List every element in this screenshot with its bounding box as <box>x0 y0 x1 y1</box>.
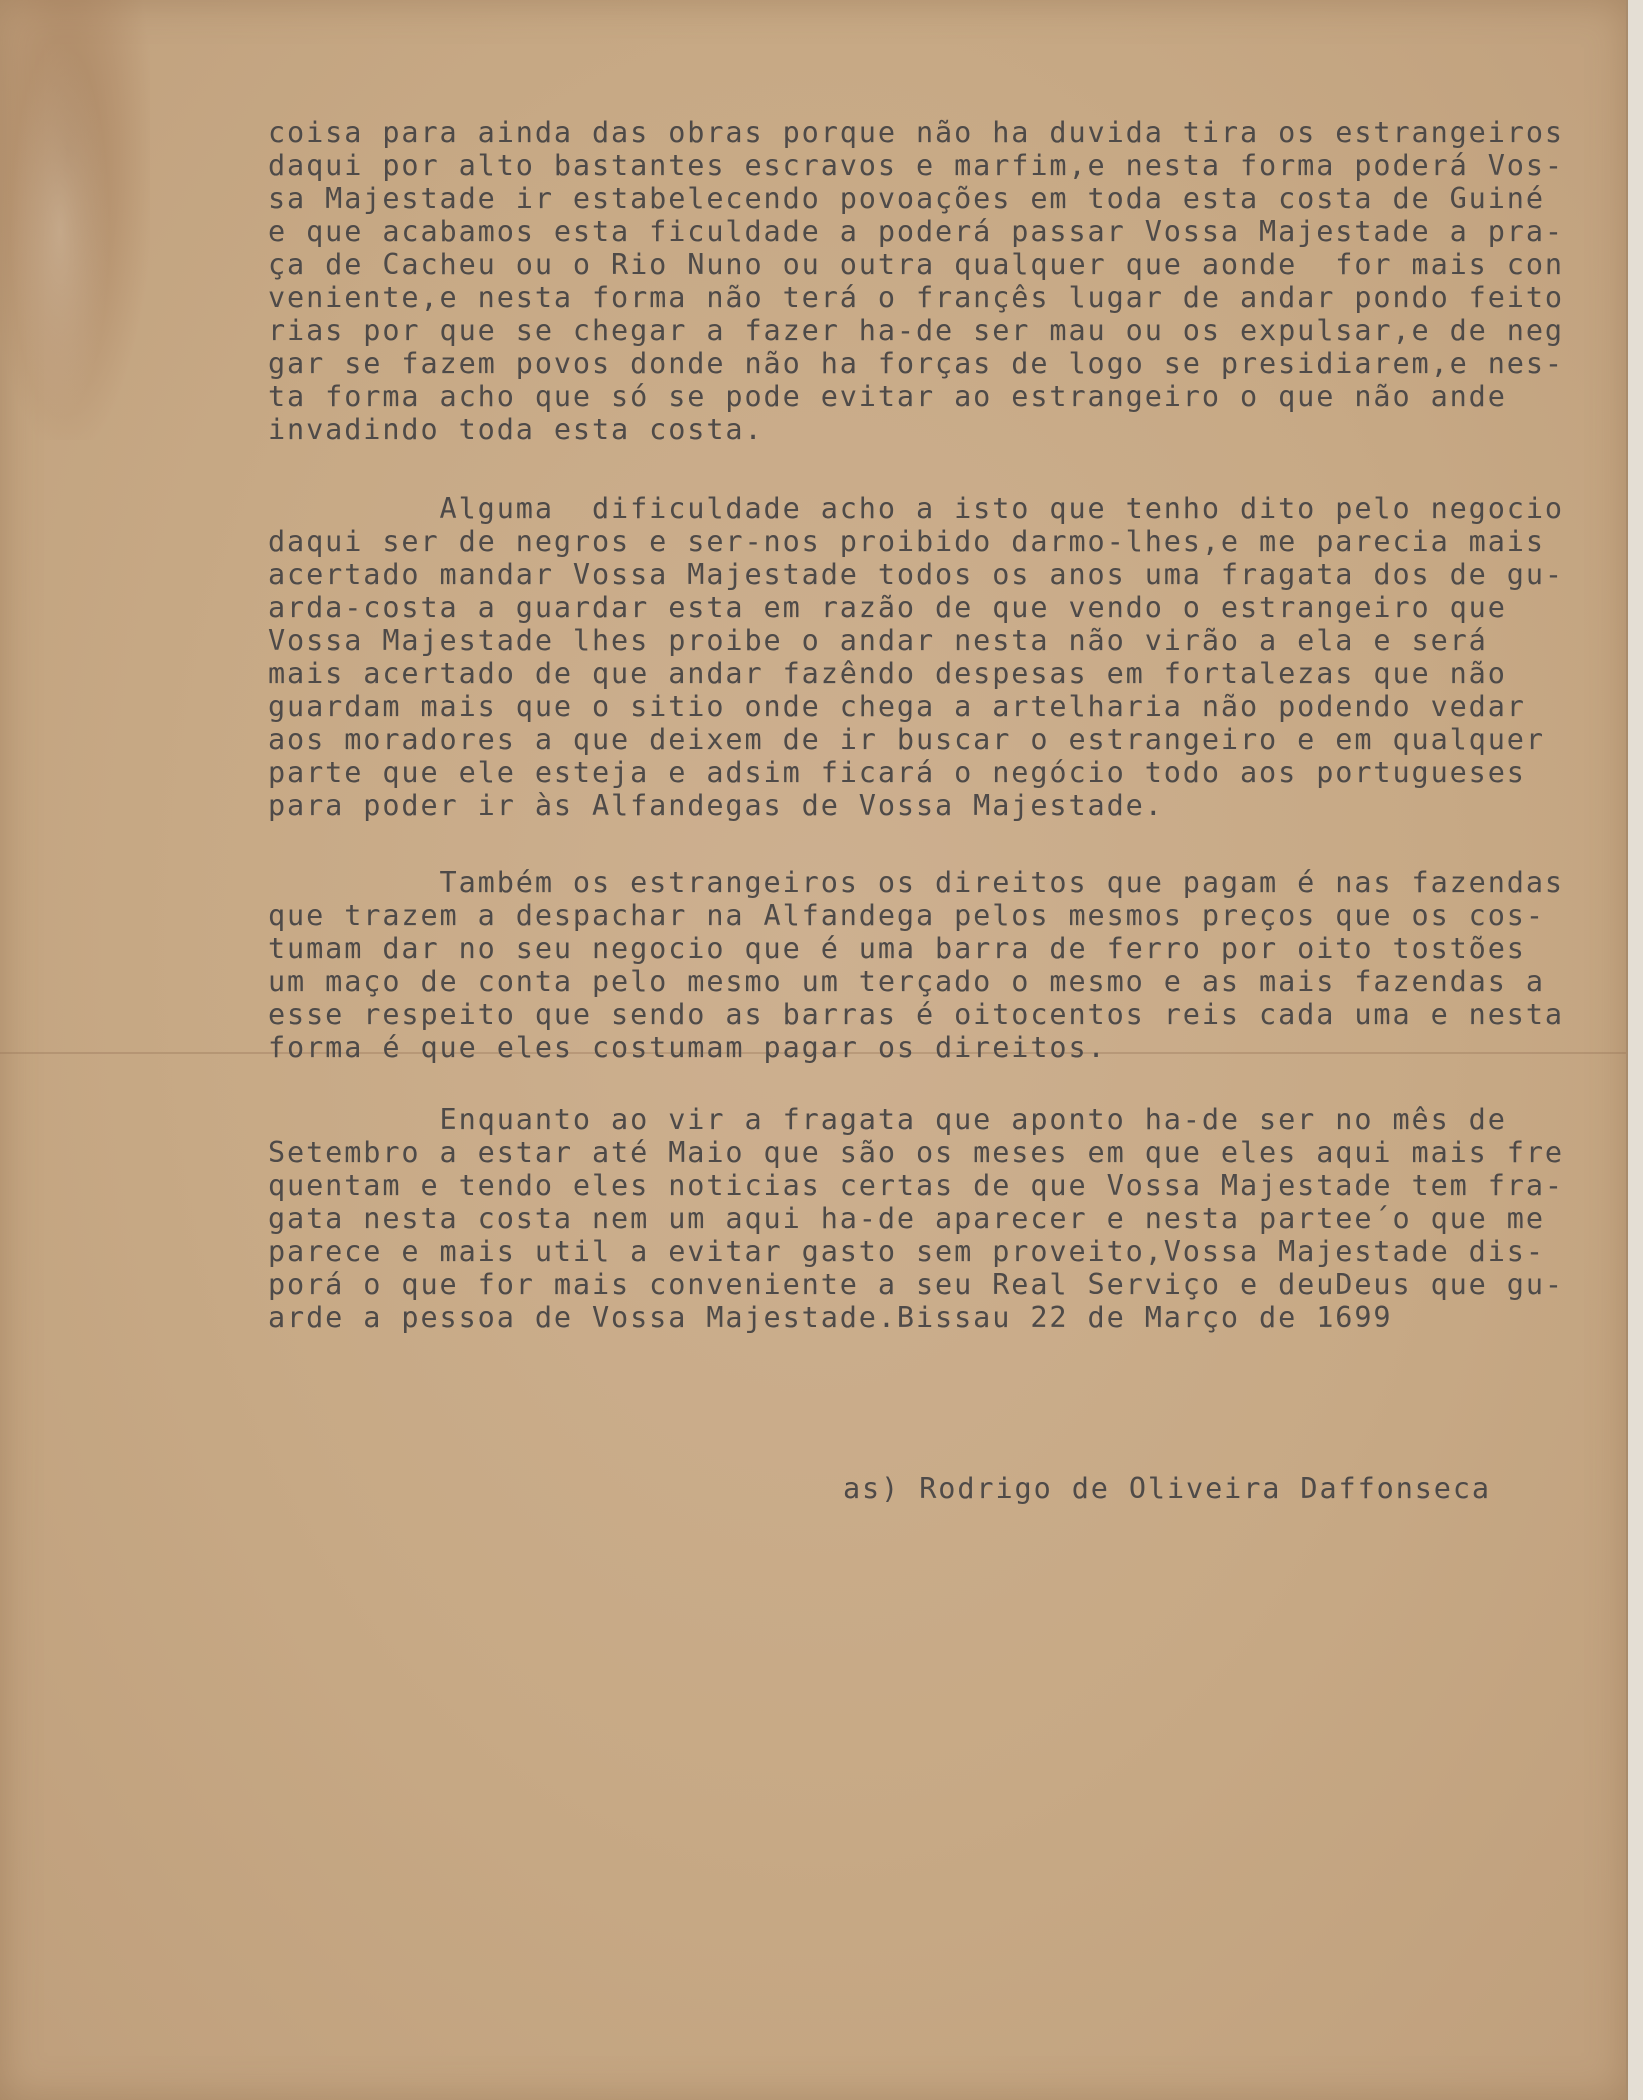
paragraph-1: coisa para ainda das obras porque não ha duvida tira os estrangeiros daqui por alto bastantes escravos e marfim,e nesta forma poderá Vos- sa Majestade ir estabelecendo povoações em toda esta costa de Guiné e que acabamos esta ficuldade a poderá passar Vossa Majestade a pra- ça de Cacheu ou o Rio Nuno ou outra qualquer que aonde for mais con veniente,e nesta forma não terá o françês lugar de andar pondo feito rias por que se chegar a fazer ha-de ser mau ou os expulsar,e de neg gar se fazem povos donde não ha forças de logo se presidiarem,e nes- ta forma acho que só se pode evitar ao estrangeiro o que não ande invadindo toda esta costa. <box>268 116 1564 446</box>
paragraph-2: Alguma dificuldade acho a isto que tenho dito pelo negocio daqui ser de negros e ser-nos proibido darmo-lhes,e me parecia mais acertado mandar Vossa Majestade todos os anos uma fragata dos de gu- arda-costa a guardar esta em razão de que vendo o estrangeiro que Vossa Majestade lhes proibe o andar nesta não virão a ela e será mais acertado de que andar fazêndo despesas em fortalezas que não guardam mais que o sitio onde chega a artelharia não podendo vedar aos moradores a que deixem de ir buscar o estrangeiro e em qualquer parte que ele esteja e adsim ficará o negócio todo aos portugueses para poder ir às Alfandegas de Vossa Majestade. <box>268 492 1564 822</box>
paragraph-4: Enquanto ao vir a fragata que aponto ha-de ser no mês de Setembro a estar até Maio que são os meses em que eles aqui mais fre quentam e tendo eles noticias certas de que Vossa Majestade tem fra- gata nesta costa nem um aqui ha-de aparecer e nesta partee´o que me parece e mais util a evitar gasto sem proveito,Vossa Majestade dis- porá o que for mais conveniente a seu Real Serviço e deuDeus que gu- arde a pessoa de Vossa Majestade.Bissau 22 de Março de 1699 <box>268 1103 1564 1334</box>
page-edge <box>1626 0 1643 2100</box>
signature-line: as) Rodrigo de Oliveira Daffonseca <box>843 1472 1491 1505</box>
water-stain-highlight <box>10 40 110 420</box>
paragraph-3: Também os estrangeiros os direitos que pagam é nas fazendas que trazem a despachar na Alfandega pelos mesmos preços que os cos- tumam dar no seu negocio que é uma barra de ferro por oito tostões um maço de conta pelo mesmo um terçado o mesmo e as mais fazendas a esse respeito que sendo as barras é oitocentos reis cada uma e nesta forma é que eles costumam pagar os direitos. <box>268 866 1564 1064</box>
